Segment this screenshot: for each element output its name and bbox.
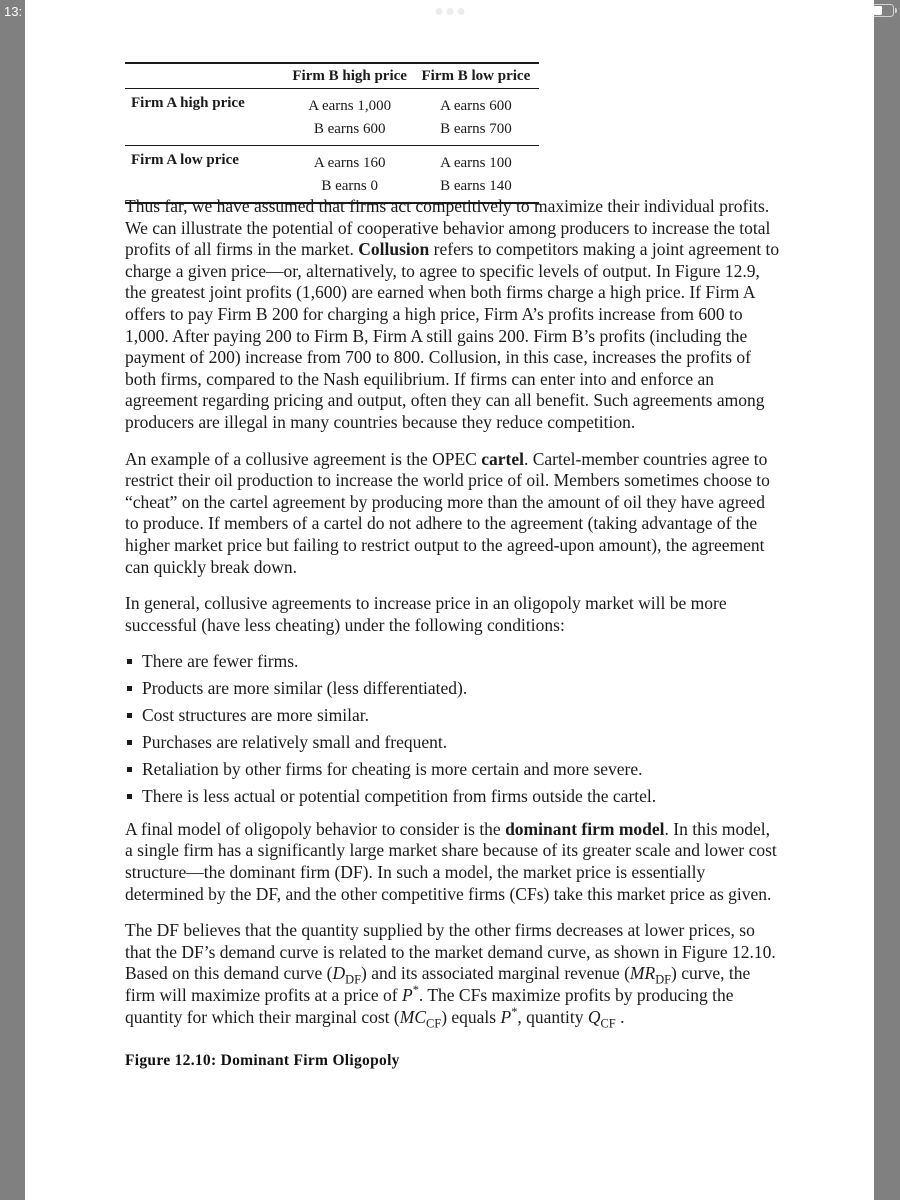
paragraph: A final model of oligopoly behavior to consider is the dominant firm model. In this model, a single firm has a significantly large market share because of its greater scale and lower cost structure—the dominant firm (DF). In such a model, the market price is essentially determined by the DF, and the other competitive firms (CFs) take this market price as given. xyxy=(125,818,777,904)
table-cell: A earns 600 B earns 700 xyxy=(440,98,512,137)
bullet-text: Cost structures are more similar. xyxy=(142,705,369,726)
menu-dots-icon[interactable] xyxy=(436,8,465,15)
bullet-text: Purchases are relatively small and frequent. xyxy=(142,732,448,753)
table-cell: A earns 1,000 B earns 600 xyxy=(308,98,392,137)
table-row-label: Firm A high price xyxy=(131,95,245,111)
paragraph: The DF believes that the quantity supplied by the other firms decreases at lower prices, so that the DF’s demand curve is related to the market demand curve, as shown in Figure 12.10. Based on this demand curve $(D_{DF})$ and its associated marginal revenue $(MR_{DF})$ curve, the firm will maximize profits at a price of P*. The CFs maximize profits by producing the quantity for which their marginal cost $(MC_{CF})$ equals P*, quantity $Q_{CF}$ . xyxy=(125,920,776,1031)
table-cell: A earns 160 B earns 0 xyxy=(313,155,386,194)
table-col-header: Firm B low price xyxy=(421,68,531,84)
square-bullet-icon xyxy=(127,659,132,664)
figure-caption: Figure 12.10: Dominant Firm Oligopoly xyxy=(125,1052,400,1070)
page-content xyxy=(125,196,780,1072)
bullet-item xyxy=(125,705,780,727)
bullet-text: Retaliation by other firms for cheating is more certain and more severe. xyxy=(142,759,643,780)
square-bullet-icon xyxy=(127,713,132,718)
table-corner-cell xyxy=(125,63,287,89)
square-bullet-icon xyxy=(127,686,132,691)
paragraph: In general, collusive agreements to increase price in an oligopoly market will be more successful (have less cheating) under the following conditions: xyxy=(125,593,727,635)
status-bar-clock: 13: xyxy=(4,4,23,19)
book-page xyxy=(25,0,874,1200)
battery-icon xyxy=(871,4,894,17)
bullet-item xyxy=(125,678,780,700)
table-row xyxy=(125,146,539,204)
square-bullet-icon xyxy=(127,767,132,772)
bullet-text: There is less actual or potential competition from firms outside the cartel. xyxy=(142,786,657,807)
bullet-item xyxy=(125,759,780,781)
payoff-table xyxy=(125,62,539,204)
bullet-text: Products are more similar (less differentiated). xyxy=(142,678,468,699)
bullet-text: There are fewer firms. xyxy=(142,651,299,672)
bullet-item xyxy=(125,651,780,673)
square-bullet-icon xyxy=(127,740,132,745)
square-bullet-icon xyxy=(127,794,132,799)
table-cell: A earns 100 B earns 140 xyxy=(440,155,512,194)
app-background-left xyxy=(0,0,25,1200)
bullet-item xyxy=(125,732,780,754)
table-col-header: Firm B high price xyxy=(292,68,407,84)
table-row-label: Firm A low price xyxy=(131,152,239,168)
table-row xyxy=(125,89,539,146)
paragraph: Thus far, we have assumed that firms act competitively to maximize their individual profits. We can illustrate the potential of cooperative behavior among producers to increase the total profits of all firms in the market. Collusion refers to competitors making a joint agreement to charge a given price—or, alternatively, to agree to specific levels of output. In Figure 12.9, the greatest joint profits (1,600) are earned when both firms charge a high price. If Firm A offers to pay Firm B 200 for charging a high price, Firm A’s profits increase from 600 to 1,000. After paying 200 to Firm B, Firm A still gains 200. Firm B’s profits (including the payment of 200) increase from 700 to 800. Collusion, in this case, increases the profits of both firms, compared to the Nash equilibrium. If firms can enter into and enforce an agreement regarding pricing and output, often they can all benefit. Such agreements among producers are illegal in many countries because they reduce competition. xyxy=(125,196,780,432)
bullet-item xyxy=(125,786,780,808)
paragraph: An example of a collusive agreement is the OPEC cartel. Cartel-member countries agree to restrict their oil production to increase the world price of oil. Members sometimes choose to “cheat” on the cartel agreement by producing more than the amount of oil they have agreed to produce. If members of a cartel do not adhere to the agreement (taking advantage of the higher market price but failing to restrict output to the agreed-upon amount), the agreement can quickly break down. xyxy=(125,448,770,577)
app-background-right xyxy=(874,0,900,1200)
bullet-list xyxy=(125,651,780,808)
